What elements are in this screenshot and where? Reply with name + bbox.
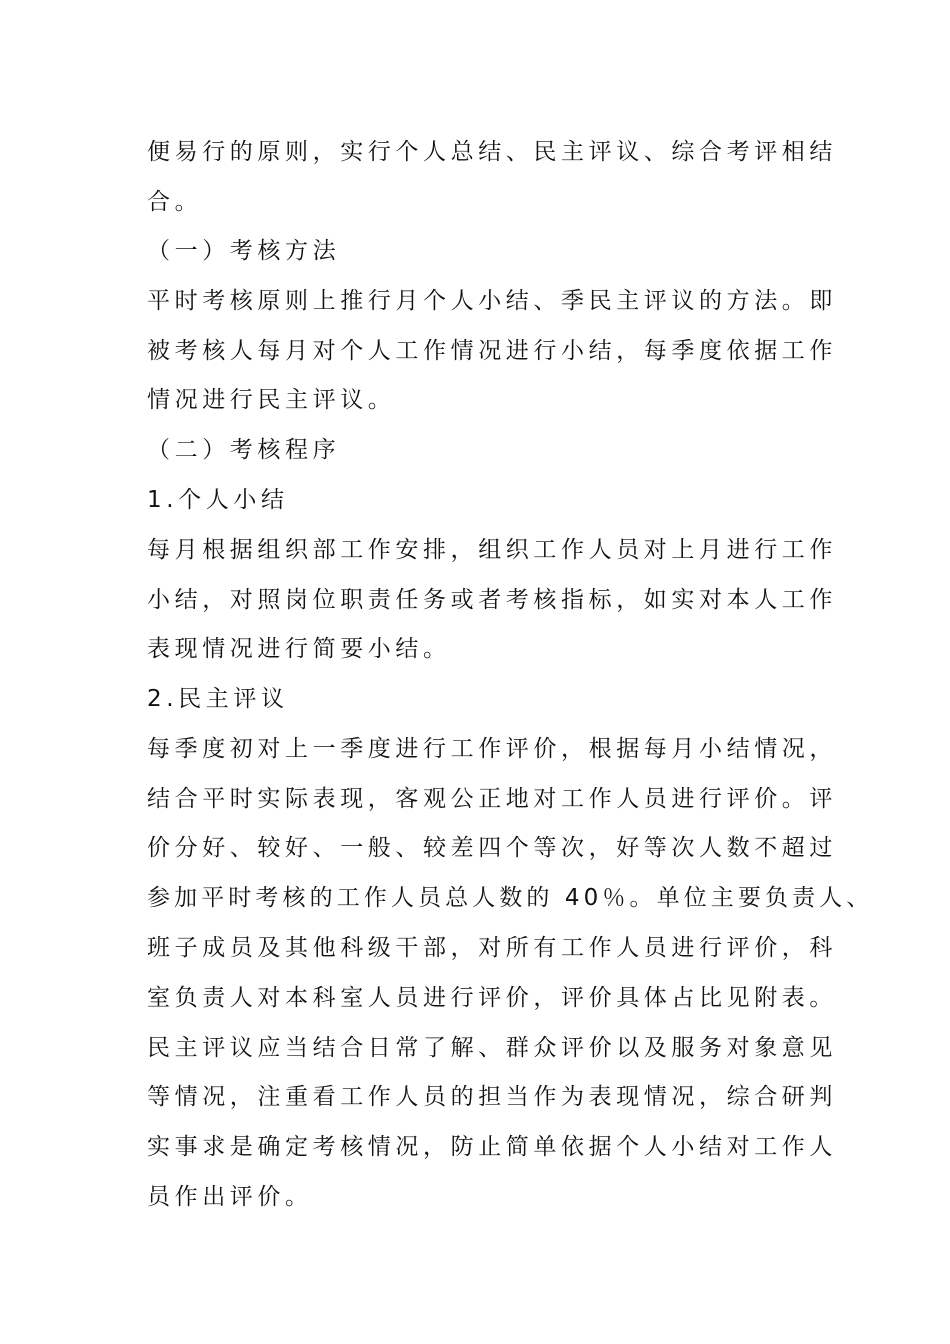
paragraph-line: 每月根据组织部工作安排，组织工作人员对上月进行工作 — [147, 537, 837, 563]
paragraph-line: 便易行的原则，实行个人总结、民主评议、综合考评相结 — [147, 139, 837, 165]
section-heading-procedure: （二）考核程序 — [147, 437, 341, 463]
paragraph-line: 结合平时实际表现，客观公正地对工作人员进行评价。评 — [147, 786, 837, 812]
section-heading-methods: （一）考核方法 — [147, 238, 341, 264]
paragraph-line: 参加平时考核的工作人员总人数的 40％。单位主要负责人、 — [147, 885, 874, 911]
paragraph-line: 实事求是确定考核情况，防止简单依据个人小结对工作人 — [147, 1134, 837, 1160]
paragraph-line: 价分好、较好、一般、较差四个等次，好等次人数不超过 — [147, 835, 837, 861]
paragraph-line: 每季度初对上一季度进行工作评价，根据每月小结情况， — [147, 736, 837, 762]
paragraph-line: 民主评议应当结合日常了解、群众评价以及服务对象意见 — [147, 1035, 837, 1061]
paragraph-line: 情况进行民主评议。 — [147, 387, 396, 413]
paragraph-line: 等情况，注重看工作人员的担当作为表现情况，综合研判 — [147, 1084, 837, 1110]
paragraph-line: 室负责人对本科室人员进行评价，评价具体占比见附表。 — [147, 985, 837, 1011]
subheading-democratic-review: 2.民主评议 — [147, 686, 289, 712]
subheading-personal-summary: 1.个人小结 — [147, 487, 289, 513]
paragraph-line: 员作出评价。 — [147, 1184, 313, 1210]
paragraph-line: 合。 — [147, 189, 203, 215]
paragraph-line: 小结，对照岗位职责任务或者考核指标，如实对本人工作 — [147, 587, 837, 613]
paragraph-line: 表现情况进行简要小结。 — [147, 636, 451, 662]
paragraph-line: 被考核人每月对个人工作情况进行小结，每季度依据工作 — [147, 338, 837, 364]
paragraph-line: 平时考核原则上推行月个人小结、季民主评议的方法。即 — [147, 288, 837, 314]
paragraph-line: 班子成员及其他科级干部，对所有工作人员进行评价，科 — [147, 935, 837, 961]
